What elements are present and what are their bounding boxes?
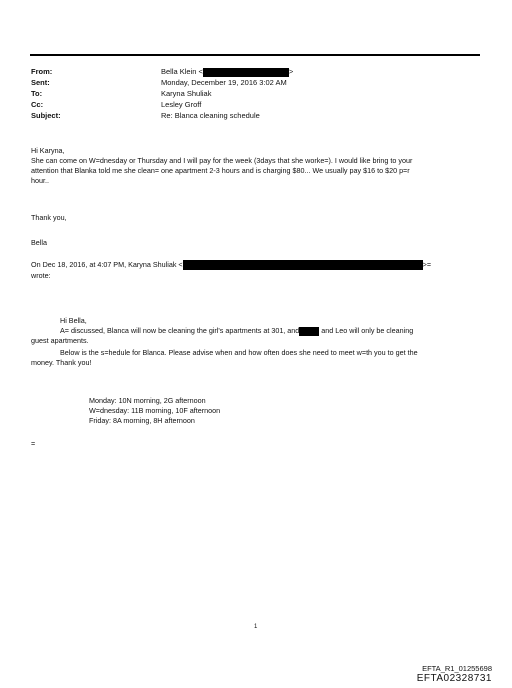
quote-header-suffix: >= (422, 260, 432, 269)
quote-p2-line-2: money. Thank you! (31, 358, 92, 367)
from-value (161, 67, 293, 77)
quote-wrote: wrote: (31, 271, 51, 280)
to-value: Karyna Shuliak (161, 89, 212, 98)
quote-paragraph-1 (60, 326, 490, 336)
redacted-email (183, 260, 423, 270)
schedule-item-monday: Monday: 10N morning, 2G afternoon (89, 396, 206, 405)
quote-header (31, 260, 483, 270)
reply-line-1: She can come on W=dnesday or Thursday and I will pay for the week (3days that she worke=). I would like bring to your (31, 156, 413, 165)
sent-label: Sent: (31, 78, 50, 87)
quote-p1-end: and Leo will only be cleaning (319, 326, 414, 335)
subject-value: Re: Blanca cleaning schedule (161, 111, 260, 120)
reply-greeting: Hi Karyna, (31, 146, 65, 155)
quote-p1-line-2: guest apartments. (31, 336, 89, 345)
quote-greeting: Hi Bella, (60, 316, 87, 325)
schedule-item-friday: Friday: 8A morning, 8H afternoon (89, 416, 195, 425)
quote-p2-line-1: Below is the s=hedule for Blanca. Please advise when and how often does she need to meet w=th you to get the (60, 348, 418, 357)
header-rule (30, 54, 480, 56)
from-tail: > (288, 67, 294, 76)
from-label: From: (31, 67, 53, 76)
page-number: 1 (254, 624, 258, 630)
from-name: Bella Klein < (161, 67, 203, 76)
reply-line-3: hour.. (31, 176, 49, 185)
cc-label: Cc: (31, 100, 44, 109)
cc-value: Lesley Groff (161, 100, 202, 109)
sent-value: Monday, December 19, 2016 3:02 AM (161, 78, 287, 87)
redacted-name (299, 327, 319, 336)
document-id-2: EFTA02328731 (416, 673, 492, 684)
quote-header-prefix: On Dec 18, 2016, at 4:07 PM, Karyna Shuliak < (31, 260, 183, 269)
reply-signature: Bella (31, 238, 47, 247)
trailing-equals: = (31, 439, 36, 448)
schedule-item-wednesday: W=dnesday: 11B morning, 10F afternoon (89, 406, 221, 415)
to-label: To: (31, 89, 43, 98)
document-id-1: EFTA_R1_01255698 (422, 664, 492, 673)
redacted-email (203, 68, 289, 77)
subject-label: Subject: (31, 111, 61, 120)
quote-p1-start: A= discussed, Blanca will now be cleaning the girl's apartments at 301, and (60, 326, 300, 335)
reply-thanks: Thank you, (31, 213, 67, 222)
reply-line-2: attention that Blanka told me she clean= one apartment 2-3 hours and is charging $80... We usually pay $16 to $20 p=r (31, 166, 410, 175)
